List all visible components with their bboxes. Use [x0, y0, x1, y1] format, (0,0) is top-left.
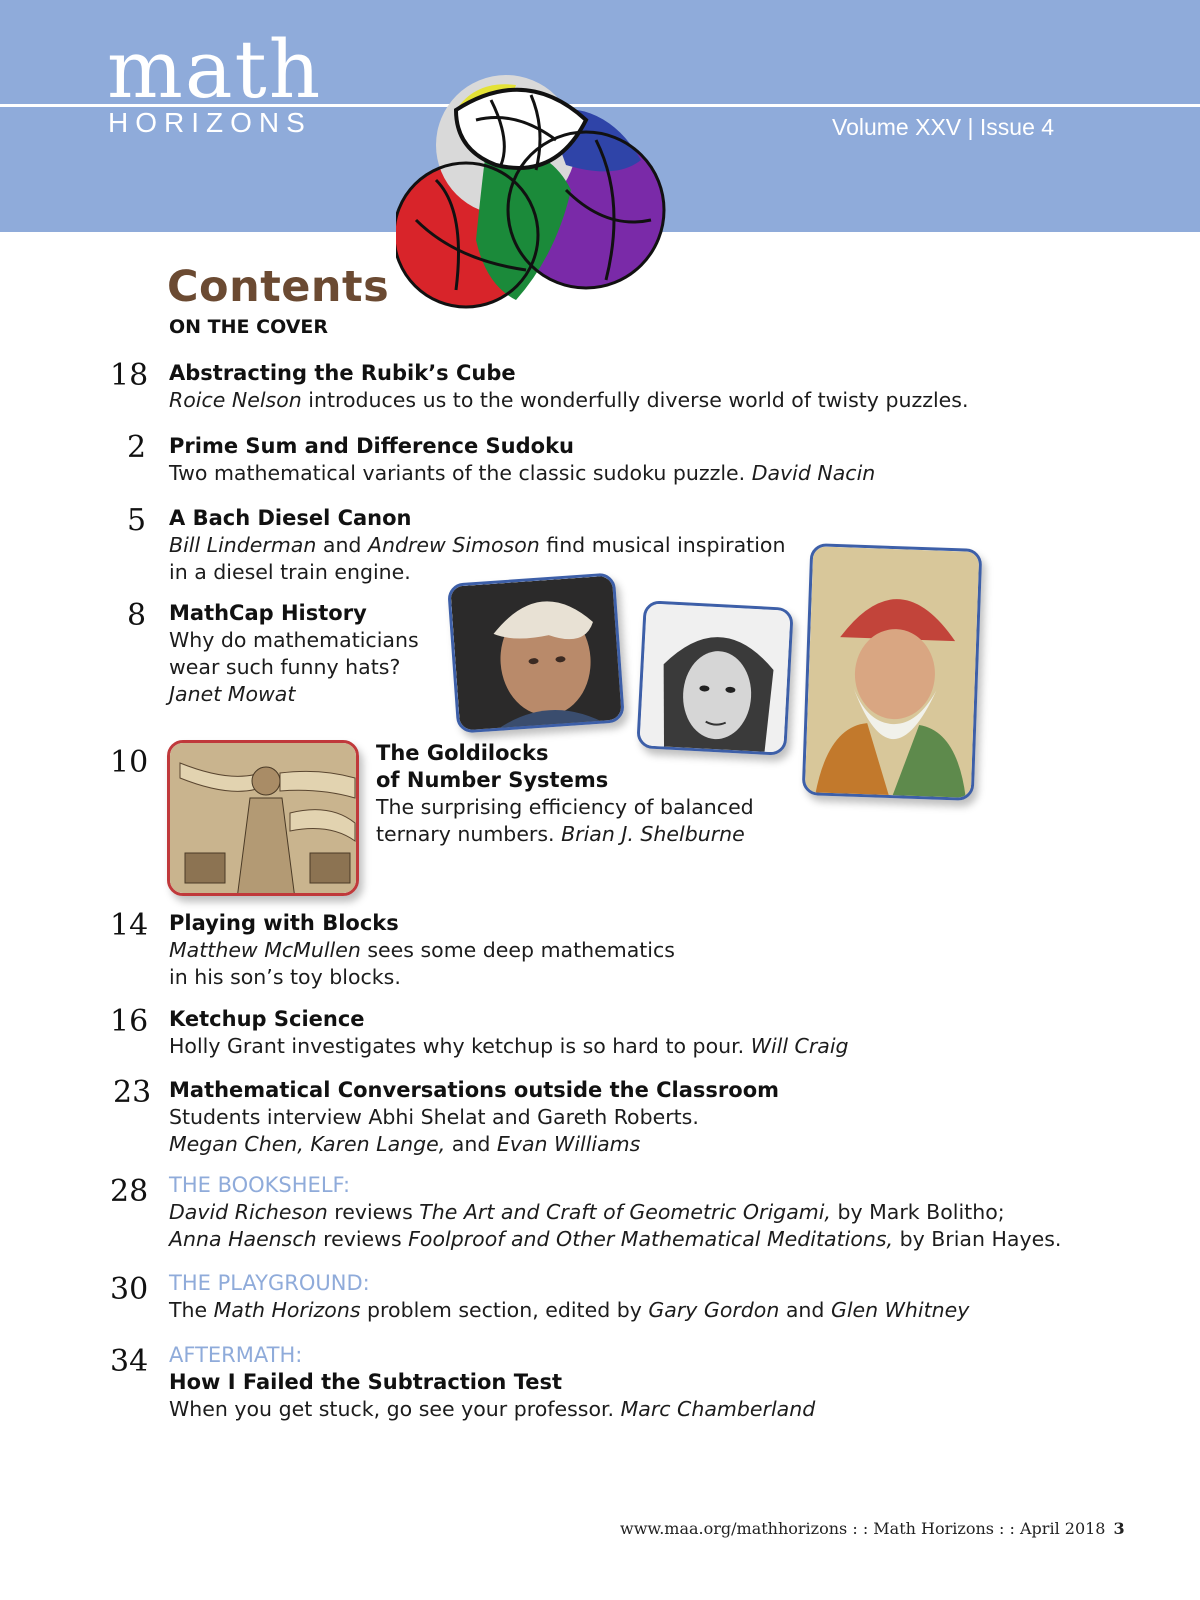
toc-entry[interactable]: [169, 1077, 779, 1158]
entry-description: Students interview Abhi Shelat and Gareth Roberts.: [169, 1105, 699, 1129]
entry-description-cont: wear such funny hats?: [169, 655, 401, 679]
entry-author: Marc Chamberland: [620, 1397, 816, 1421]
page-number: 10: [110, 745, 149, 780]
entry-description: Why do mathematicians: [169, 628, 419, 652]
entry-description: Holly Grant investigates why ketchup is so hard to pour. Will Craig: [169, 1034, 849, 1058]
page-number: 5: [127, 503, 147, 538]
entry-description: When you get stuck, go see your professor. Marc Chamberland: [169, 1397, 816, 1421]
page-number: 8: [127, 598, 147, 633]
entry-author: Brian J. Shelburne: [561, 822, 745, 846]
page-number: 18: [110, 358, 149, 393]
entry-description: Roice Nelson introduces us to the wonderfully diverse world of twisty puzzles.: [169, 388, 969, 412]
entry-title: Playing with Blocks: [169, 911, 399, 935]
logo-math: math: [107, 23, 323, 116]
toc-entry[interactable]: [169, 600, 419, 708]
volume-issue: Volume XXV | Issue 4: [832, 114, 1055, 140]
entry-title: Prime Sum and Difference Sudoku: [169, 434, 574, 458]
page-number: 34: [110, 1344, 149, 1379]
entry-title: Abstracting the Rubik’s Cube: [169, 361, 516, 385]
entry-description: Bill Linderman and Andrew Simoson find musical inspiration: [169, 533, 786, 557]
entry-review-line: David Richeson reviews The Art and Craft of Geometric Origami, by Mark Bolitho;: [169, 1200, 1005, 1224]
page-footer: [620, 1519, 1125, 1538]
page-number: 2: [127, 430, 147, 465]
entry-author: Matthew McMullen: [169, 938, 361, 962]
footer-text: www.maa.org/mathhorizons : : Math Horizons : : April 2018: [620, 1519, 1106, 1538]
section-label: AFTERMATH:: [169, 1343, 303, 1367]
entry-title: Mathematical Conversations outside the Classroom: [169, 1078, 780, 1102]
toc-entry[interactable]: [169, 1172, 1061, 1253]
entry-title: How I Failed the Subtraction Test: [169, 1370, 563, 1394]
entry-description: Matthew McMullen sees some deep mathematics: [169, 938, 675, 962]
toc-entry[interactable]: [376, 740, 754, 848]
entry-title-cont: of Number Systems: [376, 768, 609, 792]
entry-author: Janet Mowat: [169, 682, 296, 706]
entry-description: The surprising efficiency of balanced: [376, 795, 754, 819]
cover-twisty-puzzle-image: [396, 70, 676, 320]
page-number: 30: [110, 1272, 149, 1307]
entry-description-cont: ternary numbers. Brian J. Shelburne: [376, 822, 745, 846]
entry-description: Two mathematical variants of the classic sudoku puzzle. David Nacin: [169, 461, 876, 485]
entry-description-cont: in a diesel train engine.: [169, 560, 411, 584]
entry-author: Roice Nelson: [169, 388, 302, 412]
entry-authors: Megan Chen, Karen Lange, and Evan Williams: [169, 1132, 641, 1156]
page-number: 23: [113, 1075, 152, 1110]
toc-entry[interactable]: [169, 1342, 815, 1423]
toc-entry[interactable]: [169, 1270, 969, 1324]
toc-entry[interactable]: [169, 360, 968, 414]
footer-page-number: 3: [1113, 1519, 1125, 1538]
entry-title: The Goldilocks: [376, 741, 549, 765]
toc-entry[interactable]: [169, 910, 675, 991]
toc-entry[interactable]: [169, 1006, 849, 1060]
entry-title: MathCap History: [169, 601, 367, 625]
portrait-euler-image: [447, 572, 625, 733]
toc-entry[interactable]: [169, 433, 875, 487]
section-label: THE BOOKSHELF:: [169, 1173, 351, 1197]
page-number: 14: [110, 908, 149, 943]
entry-review-line: Anna Haensch reviews Foolproof and Other Mathematical Meditations, by Brian Hayes.: [169, 1227, 1062, 1251]
contents-title: Contents: [167, 262, 390, 312]
page-number: 28: [110, 1174, 149, 1209]
portrait-fibonacci-image: [636, 600, 794, 756]
entry-author: David Nacin: [751, 461, 876, 485]
entry-author: Will Craig: [750, 1034, 849, 1058]
entry-title: A Bach Diesel Canon: [169, 506, 412, 530]
engraving-image: [167, 740, 359, 896]
entry-description-cont: in his son’s toy blocks.: [169, 965, 401, 989]
logo-horizons: HORIZONS: [108, 107, 312, 138]
portrait-euclid-image: [802, 543, 983, 801]
toc-entry[interactable]: [169, 505, 785, 586]
page-number: 16: [110, 1004, 149, 1039]
section-label: THE PLAYGROUND:: [169, 1271, 370, 1295]
entry-title: Ketchup Science: [169, 1007, 365, 1031]
entry-description: The Math Horizons problem section, edited by Gary Gordon and Glen Whitney: [169, 1298, 970, 1322]
on-the-cover-label: ON THE COVER: [169, 316, 329, 338]
